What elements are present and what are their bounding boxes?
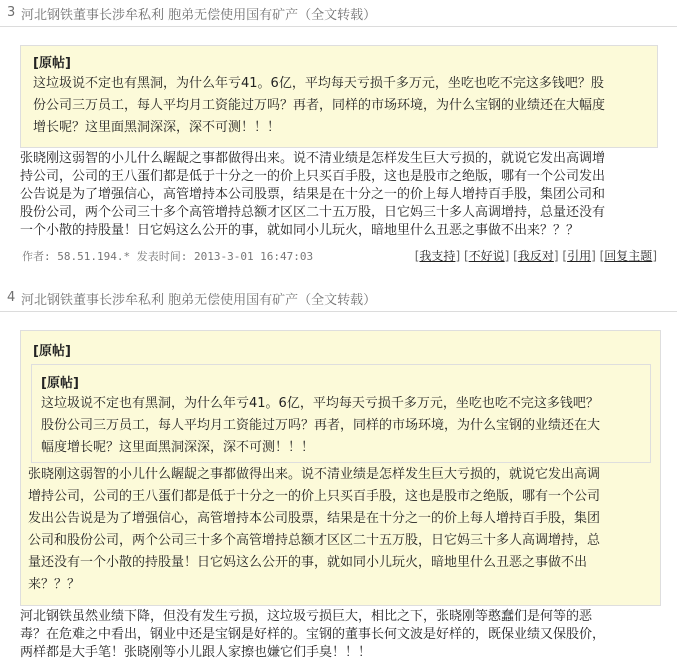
post-number: 4 (7, 290, 16, 305)
quote-text (41, 393, 600, 459)
quote-text (28, 464, 600, 596)
quote-line: 张晓刚这弱智的小儿什么龌龊之事都做得出来。说不清业绩是怎样发生巨大亏损的，就说它发出高调 (28, 467, 601, 482)
quote-label: [原帖] (33, 344, 71, 359)
quote-line: 公司和股份公司，两个公司三十多个高管增持总额才区区二十五万股，日它妈三十多人高调增持，总 (28, 533, 601, 548)
post-title-link[interactable]: 河北钢铁董事长涉牟私利 胞弟无偿使用国有矿产（全文转载） (21, 8, 377, 23)
quote-label: [原帖] (41, 376, 79, 391)
reply-line: 张晓刚这弱智的小儿什么龌龊之事都做得出来。说不清业绩是怎样发生巨大亏损的，就说它发出高调增 (20, 151, 606, 166)
post-3-header (0, 0, 677, 27)
quote-line: 量还没有一个小散的持股量！日它妈这么公开的事，就如同小儿玩火，暗地里什么丑恶之事做不出 (28, 555, 588, 570)
quote-line: 份公司三万员工，每人平均月工资能过万吗？再者，同样的市场环境，为什么宝钢的业绩还在大幅度 (33, 98, 606, 113)
reply-line: 河北钢铁虽然业绩下降，但没有发生亏损，这垃圾亏损巨大，相比之下，张晓刚等憨蠢们是何等的恶 (20, 609, 593, 624)
reply-text (20, 608, 605, 662)
outer-quote-box (20, 330, 661, 606)
post-title-link[interactable]: 河北钢铁董事长涉牟私利 胞弟无偿使用国有矿产（全文转载） (21, 293, 377, 308)
support-link[interactable]: 我支持 (419, 249, 456, 263)
quote-line: 这垃圾说不定也有黑洞，为什么年亏41。6亿，平均每天亏损千多万元，坐吃也吃不完这多钱吧？股 (33, 76, 604, 91)
quote-box (20, 45, 658, 148)
reply-line: 毒？在危难之中看出，钢业中还是宝钢是好样的。宝钢的董事长何文波是好样的，既保业绩又保股价， (20, 627, 606, 642)
reply-line: 持公司，公司的王八蛋们都是低于十分之一的价上只买百手股，这也是股市之绝版，哪有一个公司发出 (20, 169, 606, 184)
post-meta: 作者: 58.51.194.* 发表时间: 2013-3-01 16:47:03 (22, 250, 314, 263)
post-actions: [我支持] [不好说] [我反对] [引用] [回复主题] (414, 249, 657, 263)
quote-label: [原帖] (33, 56, 71, 71)
post-number: 3 (7, 5, 16, 20)
quote-line: 股份公司三万员工，每人平均月工资能过万吗？再者，同样的市场环境，为什么宝钢的业绩还在大 (41, 418, 601, 433)
reply-line: 公告说是为了增强信心，高管增持本公司股票，结果是在十分之一的价上每人增持百手股，集团公司和 (20, 187, 606, 202)
post-4-header (0, 285, 677, 312)
quote-line: 增长呢？这里面黑洞深深，深不可测！！！ (33, 120, 281, 135)
reply-line: 一个小散的持股量！日它妈这么公开的事，就如同小儿玩火，暗地里什么丑恶之事做不出来？？？ (20, 223, 580, 238)
neutral-link[interactable]: 不好说 (468, 249, 505, 263)
oppose-link[interactable]: 我反对 (517, 249, 554, 263)
inner-quote-box (31, 364, 651, 463)
quote-line: 幅度增长呢？这里面黑洞深深，深不可测！！！ (41, 440, 315, 455)
reply-line: 股份公司，两个公司三十多个高管增持总额才区区二十五万股，日它妈三十多人高调增持，总量还没有 (20, 205, 606, 220)
reply-line: 两样都是大手笔！张晓刚等小儿跟人家擦也嫌它们手臭！！！ (20, 645, 372, 660)
quote-line: 这垃圾说不定也有黑洞，为什么年亏41。6亿，平均每天亏损千多万元，坐吃也吃不完这多钱吧？ (41, 396, 599, 411)
quote-line: 发出公告说是为了增强信心，高管增持本公司股票，结果是在十分之一的价上每人增持百手股，集团 (28, 511, 601, 526)
quote-text (33, 73, 605, 139)
quote-line: 来？？？ (28, 577, 81, 592)
reply-text (20, 150, 605, 240)
quote-link[interactable]: 引用 (567, 249, 592, 263)
quote-line: 增持公司，公司的王八蛋们都是低于十分之一的价上只买百手股，这也是股市之绝版，哪有一个公司 (28, 489, 601, 504)
reply-topic-link[interactable]: 回复主题 (604, 249, 653, 263)
